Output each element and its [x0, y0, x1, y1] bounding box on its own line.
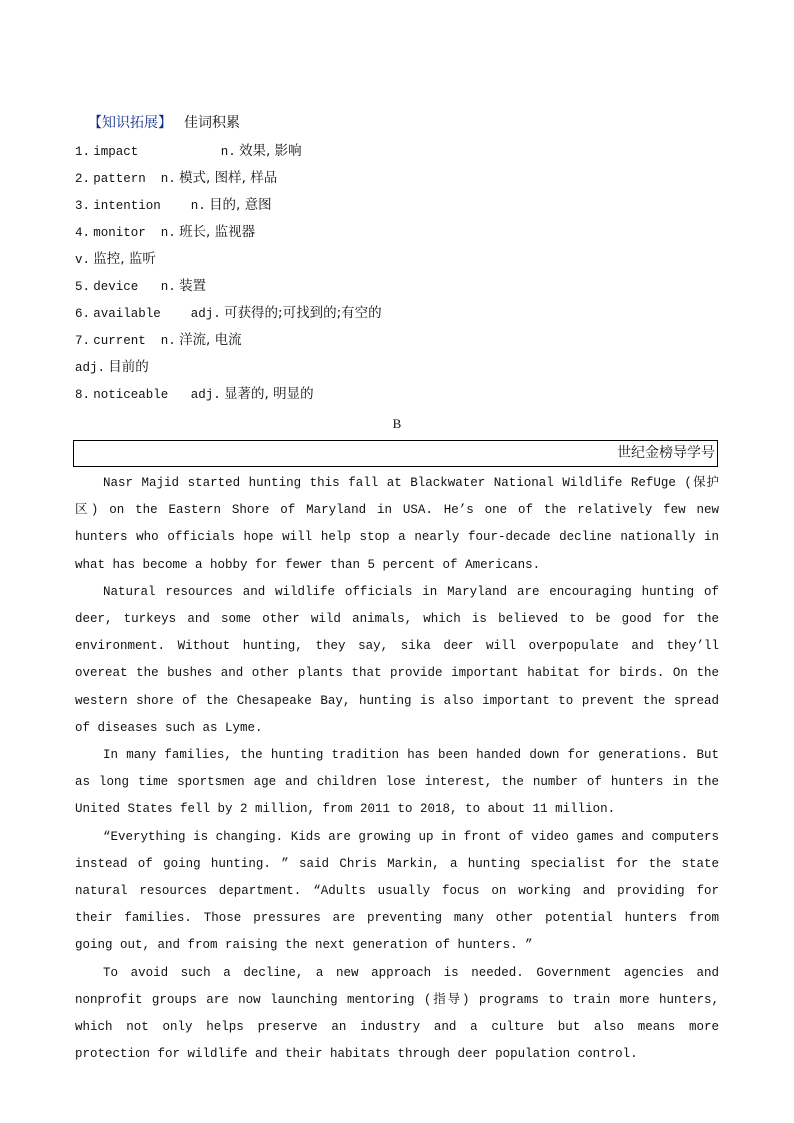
- vocab-pos: n.: [220, 145, 236, 159]
- vocab-number: 3.: [75, 199, 91, 213]
- paragraph: Nasr Majid started hunting this fall at Blackwater National Wildlife RefUge (保护区) on the Eastern Shore of Maryland in USA. He’s one of the relatively few new hunters who officials hope will help stop a nearly four-decade decline nationally in what has become a hobby for fewer than 5 percent of Americans.: [75, 476, 719, 572]
- vocab-item: [75, 331, 242, 350]
- vocab-item: [75, 142, 302, 161]
- vocab-item: [75, 196, 272, 215]
- vocab-item: [75, 358, 149, 377]
- vocab-item: [75, 385, 314, 404]
- vocab-meaning: 监控, 监听: [93, 251, 156, 267]
- vocab-item: [75, 277, 206, 296]
- vocab-item: [75, 304, 382, 323]
- vocab-number: 7.: [75, 334, 91, 348]
- vocab-pos: v.: [75, 253, 91, 267]
- paragraph: Natural resources and wildlife officials in Maryland are encouraging hunting of deer, turkeys and some other wild animals, which is believed to be good for the environment. Without hunting, they say, sika deer will overpopulate and they’ll overeat the bushes and other plants that provide important habitat for birds. On the western shore of the Chesapeake Bay, hunting is also important to prevent the spread of diseases such as Lyme.: [75, 584, 719, 735]
- vocab-pos: n.: [160, 226, 176, 240]
- vocab-word: intention: [93, 199, 161, 213]
- vocab-pos: n.: [160, 334, 176, 348]
- vocab-word: pattern: [93, 172, 146, 186]
- paragraph: To avoid such a decline, a new approach is needed. Government agencies and nonprofit groups are now launching mentoring (指导) programs to train more hunters, which not only helps preserve an industry and a culture but also means more protection for wildlife and their habitats through deer population control.: [75, 965, 719, 1062]
- vocab-meaning: 班长, 监视器: [179, 224, 256, 240]
- vocab-item: [75, 250, 156, 269]
- vocab-pos: adj.: [190, 307, 221, 321]
- vocab-number: 6.: [75, 307, 91, 321]
- vocab-meaning: 可获得的;可找到的;有空的: [224, 305, 382, 321]
- vocab-number: 4.: [75, 226, 91, 240]
- vocab-word: available: [93, 307, 161, 321]
- paragraph: In many families, the hunting tradition has been handed down for generations. But as long time sportsmen age and children lose interest, the number of hunters in the United States fell by 2 million, from 2011 to 2018, to about 11 million.: [75, 748, 719, 817]
- vocab-pos: n.: [160, 172, 176, 186]
- section-heading: [88, 114, 240, 132]
- vocab-pos: n.: [190, 199, 206, 213]
- vocab-word: impact: [93, 145, 139, 159]
- source-label: 世纪金榜导学号: [617, 445, 715, 461]
- vocab-meaning: 显著的, 明显的: [224, 386, 314, 402]
- vocab-item: [75, 223, 255, 242]
- vocab-pos: adj.: [75, 361, 106, 375]
- vocab-number: 8.: [75, 388, 91, 402]
- vocab-pos: n.: [160, 280, 176, 294]
- vocab-meaning: 目前的: [108, 359, 149, 375]
- heading-label: 【知识拓展】: [88, 115, 172, 131]
- vocab-meaning: 模式, 图样, 样品: [179, 170, 278, 186]
- vocab-meaning: 装置: [179, 278, 207, 294]
- article-body: [75, 470, 719, 1068]
- source-box: [73, 440, 718, 467]
- vocab-number: 1.: [75, 145, 91, 159]
- section-letter: B: [392, 416, 402, 431]
- vocab-word: monitor: [93, 226, 146, 240]
- vocab-word: device: [93, 280, 139, 294]
- vocab-number: 5.: [75, 280, 91, 294]
- vocab-number: 2.: [75, 172, 91, 186]
- vocab-pos: adj.: [190, 388, 221, 402]
- vocab-meaning: 洋流, 电流: [179, 332, 242, 348]
- vocab-meaning: 效果, 影响: [239, 143, 302, 159]
- paragraph: “Everything is changing. Kids are growing up in front of video games and computers instead of going hunting. ” said Chris Markin, a hunting specialist for the state natural resources department. “Adults usually focus on working and providing for their families. Those pressures are preventing many other potential hunters from going out, and from raising the next generation of hunters. ”: [75, 829, 719, 953]
- vocab-meaning: 目的, 意图: [209, 197, 272, 213]
- vocab-item: [75, 169, 277, 188]
- vocab-word: current: [93, 334, 146, 348]
- heading-subtitle: 佳词积累: [184, 115, 240, 131]
- vocab-word: noticeable: [93, 388, 169, 402]
